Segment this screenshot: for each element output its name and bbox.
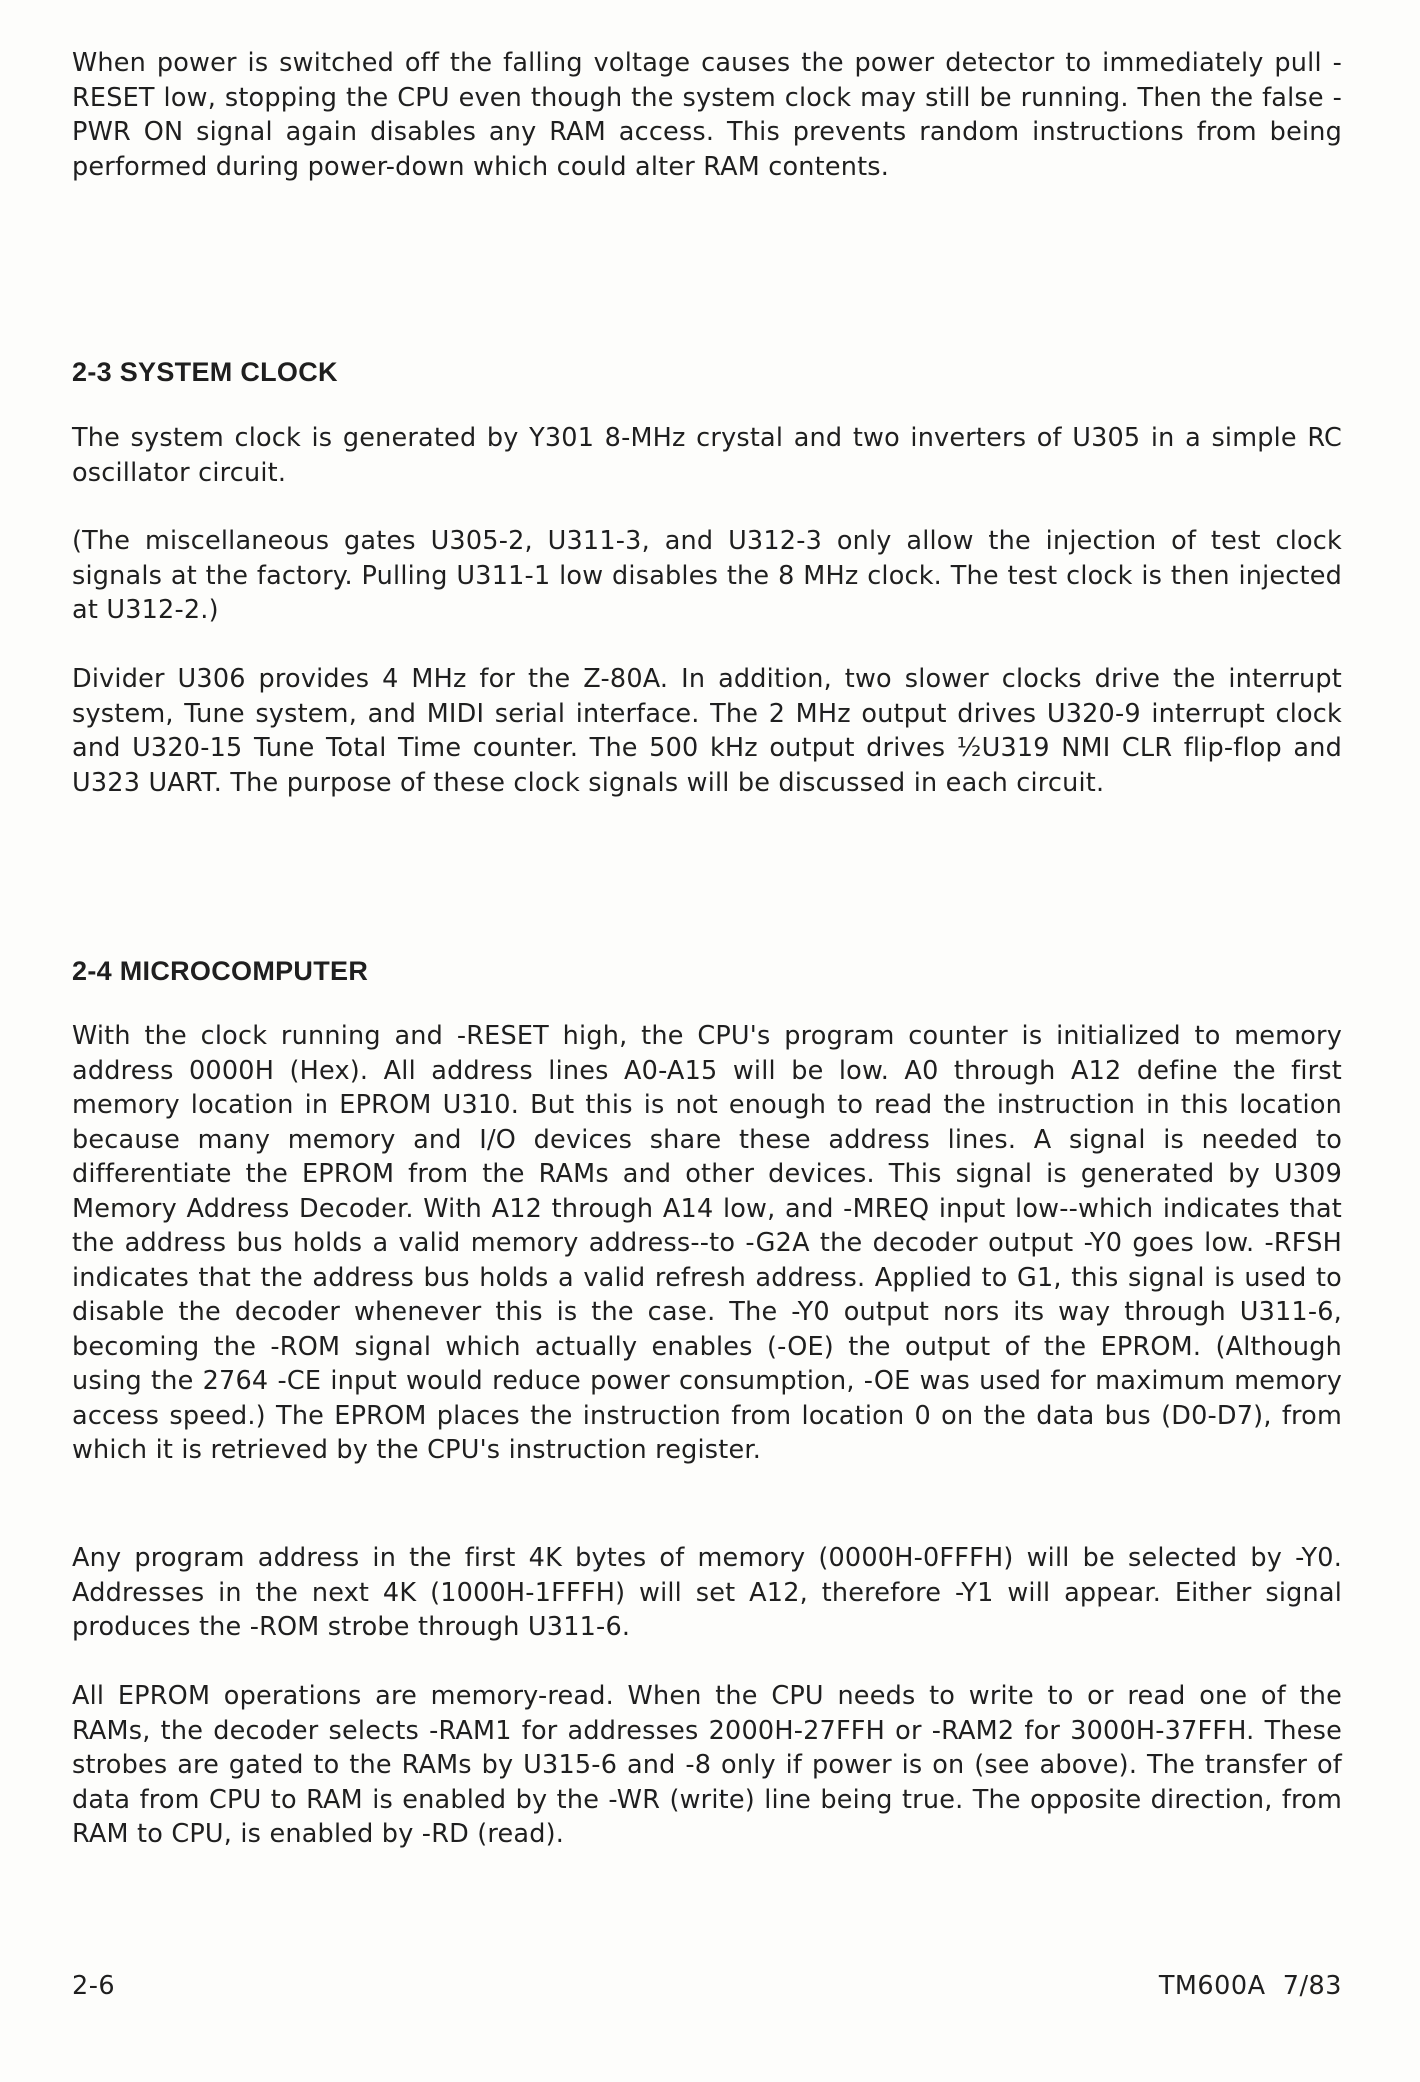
system-clock-paragraph-2: (The miscellaneous gates U305-2, U311-3, and U312-3 only allow the injection of test clock signals at the factory. Pulling U311-1 low disables the 8 MHz clock. The test clock is then injected at U312-2.): [72, 526, 1342, 625]
page-number: 2-6: [72, 1971, 116, 2001]
microcomputer-paragraph-1: With the clock running and -RESET high, the CPU's program counter is initialized to memory address 0000H (Hex). All address lines A0-A15 will be low. A0 through A12 define the first memory location in EPROM U310. But this is not enough to read the instruction in this location because many memory and I/O devices share these address lines. A signal is needed to differentiate the EPROM from the RAMs and other devices. This signal is generated by U309 Memory Address Decoder. With A12 through A14 low, and -MREQ input low--which indicates that the address bus holds a valid memory address--to -G2A the decoder output -Y0 goes low. -RFSH indicates that the address bus holds a valid refresh address. Applied to G1, this signal is used to disable the decoder whenever this is the case. The -Y0 output nors its way through U311-6, becoming the -ROM signal which actually enables (-OE) the output of the EPROM. (Although using the 2764 -CE input would reduce power consumption, -OE was used for maximum memory access speed.) The EPROM places the instruction from location 0 on the data bus (D0-D7), from which it is retrieved by the CPU's instruction register.: [72, 1021, 1342, 1465]
intro-paragraph: When power is switched off the falling voltage causes the power detector to immediately pull -RESET low, stopping the CPU even though the system clock may still be running. Then the false -PWR ON signal again disables any RAM access. This prevents random instructions from being performed during power-down which could alter RAM contents.: [72, 48, 1342, 182]
system-clock-paragraph-1: The system clock is generated by Y301 8-MHz crystal and two inverters of U305 in a simple RC oscillator circuit.: [72, 423, 1342, 488]
microcomputer-paragraph-2: Any program address in the first 4K bytes of memory (0000H-0FFFH) will be selected by -Y0. Addresses in the next 4K (1000H-1FFFH) will set A12, therefore -Y1 will appear. Either signal produces the -ROM strobe through U311-6.: [72, 1543, 1342, 1642]
microcomputer-paragraph-3: All EPROM operations are memory-read. When the CPU needs to write to or read one of the RAMs, the decoder selects -RAM1 for addresses 2000H-27FFH or -RAM2 for 3000H-37FFH. These strobes are gated to the RAMs by U315-6 and -8 only if power is on (see above). The transfer of data from CPU to RAM is enabled by the -WR (write) line being true. The opposite direction, from RAM to CPU, is enabled by -RD (read).: [72, 1681, 1342, 1849]
section-heading-system-clock: 2-3 SYSTEM CLOCK: [72, 357, 338, 387]
section-heading-microcomputer: 2-4 MICROCOMPUTER: [72, 956, 369, 986]
system-clock-paragraph-3: Divider U306 provides 4 MHz for the Z-80A. In addition, two slower clocks drive the interrupt system, Tune system, and MIDI serial interface. The 2 MHz output drives U320-9 interrupt clock and U320-15 Tune Total Time counter. The 500 kHz output drives ½U319 NMI CLR flip-flop and U323 UART. The purpose of these clock signals will be discussed in each circuit.: [72, 664, 1342, 798]
document-id: TM600A 7/83: [1158, 1971, 1342, 2001]
